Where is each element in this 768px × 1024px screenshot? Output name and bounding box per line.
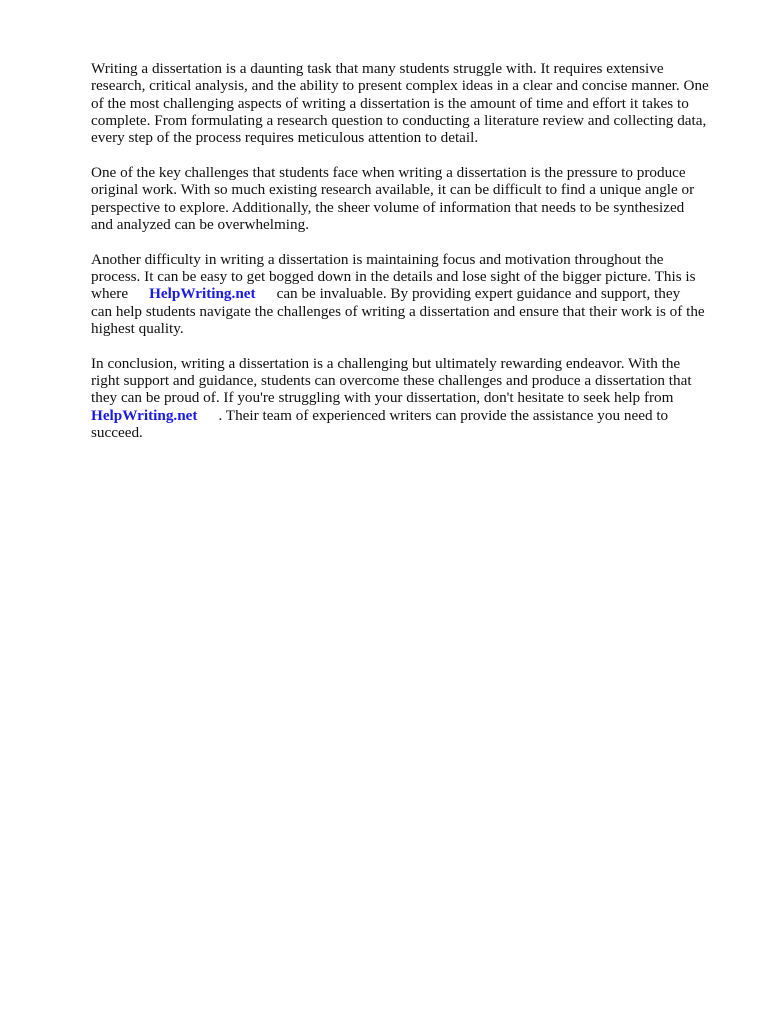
text-line: they can be proud of. If you're struggling with your dissertation, don't hesitate to seek help from [91,389,674,407]
paragraph-conclusion [91,355,731,441]
text-line: succeed. [91,423,143,441]
helpwriting-link[interactable]: HelpWriting.net [149,285,256,303]
text-line: complete. From formulating a research question to conducting a literature review and collecting data, [91,111,707,129]
document-body [91,60,731,459]
text-line: process. It can be easy to get bogged down in the details and lose sight of the bigger picture. This is [91,267,696,285]
text-line-with-link [91,407,731,424]
text-line: research, critical analysis, and the ability to present complex ideas in a clear and concise manner. One [91,77,709,95]
paragraph-intro [91,60,731,146]
text-line: right support and guidance, students can overcome these challenges and produce a dissertation that [91,371,692,389]
text-line: highest quality. [91,319,184,337]
text-line: One of the key challenges that students face when writing a dissertation is the pressure to produce [91,163,686,181]
text-line-with-link [91,285,731,302]
text-line: and analyzed can be overwhelming. [91,215,310,233]
text-line: Writing a dissertation is a daunting task that many students struggle with. It requires extensive [91,60,664,77]
text-fragment: where [91,285,129,303]
text-line: In conclusion, writing a dissertation is a challenging but ultimately rewarding endeavor. With the [91,354,681,372]
text-line: Another difficulty in writing a dissertation is maintaining focus and motivation throughout the [91,250,664,268]
text-line: of the most challenging aspects of writing a dissertation is the amount of time and effort it takes to [91,94,689,112]
text-fragment: can be invaluable. By providing expert guidance and support, they [276,285,681,303]
text-line: can help students navigate the challenges of writing a dissertation and ensure that their work is of the [91,302,705,320]
text-line: every step of the process requires meticulous attention to detail. [91,129,479,147]
text-line: original work. With so much existing research available, it can be difficult to find a unique angle or [91,181,695,199]
text-fragment: . Their team of experienced writers can provide the assistance you need to [218,406,669,424]
paragraph-challenges [91,164,731,233]
paragraph-difficulty [91,251,731,337]
helpwriting-link[interactable]: HelpWriting.net [91,406,198,424]
text-line: perspective to explore. Additionally, the sheer volume of information that needs to be synthesized [91,198,685,216]
